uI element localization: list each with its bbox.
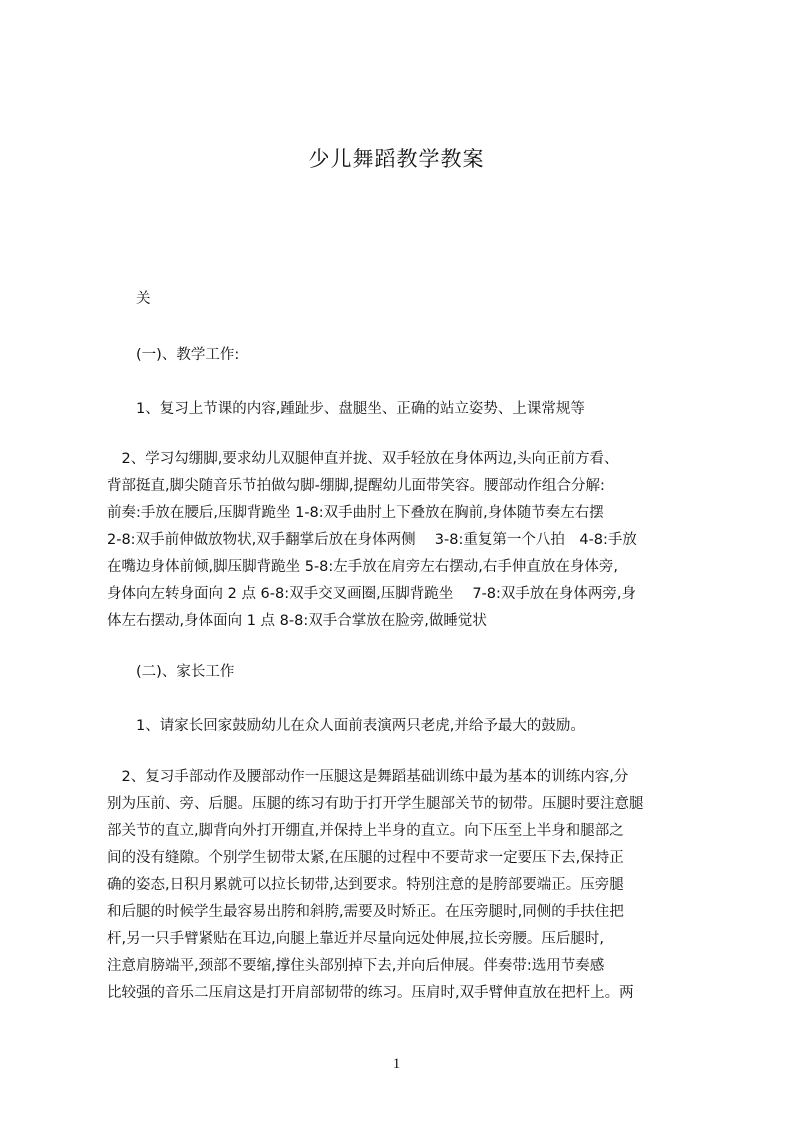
- paragraph-line: 比较强的音乐二压肩这是打开肩部韧带的练习。压肩时,双手臂伸直放在把杆上。两: [107, 985, 634, 1001]
- paragraph-line: 2-8:双手前伸做放物状,双手翻掌后放在身体两侧 3-8:重复第一个八拍 4-8:手放: [107, 532, 637, 548]
- paragraph-line: 注意肩膀端平,颈部不要缩,撑住头部别掉下去,并向后伸展。伴奏带:选用节奏感: [107, 958, 605, 974]
- paragraph-line: 和后腿的时候学生最容易出胯和斜胯,需要及时矫正。在压旁腿时,同侧的手扶住把: [107, 904, 624, 920]
- paragraph-line: 杆,另一只手臂紧贴在耳边,向腿上靠近并尽量向远处伸展,拉长旁腰。压后腿时,: [107, 931, 604, 947]
- paragraph-line: 确的姿态,日积月累就可以拉长韧带,达到要求。特别注意的是胯部要端正。压旁腿: [107, 877, 624, 893]
- document-title: 少儿舞蹈教学教案: [308, 147, 485, 171]
- section-2-item-2: [107, 764, 707, 1007]
- heading-guan: 关: [136, 291, 151, 307]
- paragraph-line: 2、学习勾绷脚,要求幼儿双腿伸直并拢、双手轻放在身体两边,头向正前方看、: [107, 451, 619, 467]
- section-2-item-1: 1、请家长回家鼓励幼儿在众人面前表演两只老虎,并给予最大的鼓励。: [136, 718, 585, 734]
- section-1-heading: (一)、教学工作:: [136, 347, 240, 363]
- section-1-item-1: 1、复习上节课的内容,踵趾步、盘腿坐、正确的站立姿势、上课常规等: [136, 401, 585, 417]
- page-number: 1: [392, 1056, 401, 1072]
- paragraph-line: 2、复习手部动作及腰部动作一压腿这是舞蹈基础训练中最为基本的训练内容,分: [107, 769, 629, 785]
- section-1-item-2: [107, 446, 707, 635]
- paragraph-line: 在嘴边身体前倾,脚压脚背跪坐 5-8:左手放在肩旁左右摆动,右手伸直放在身体旁,: [107, 559, 619, 575]
- paragraph-line: 背部挺直,脚尖随音乐节拍做勾脚-绷脚,提醒幼儿面带笑容。腰部动作组合分解:: [107, 478, 605, 494]
- paragraph-line: 体左右摆动,身体面向 1 点 8-8:双手合掌放在脸旁,做睡觉状: [107, 613, 487, 629]
- paragraph-line: 别为压前、旁、后腿。压腿的练习有助于打开学生腿部关节的韧带。压腿时要注意腿: [107, 796, 644, 812]
- section-2-heading: (二)、家长工作: [136, 664, 235, 680]
- paragraph-line: 部关节的直立,脚背向外打开绷直,并保持上半身的直立。向下压至上半身和腿部之: [107, 823, 624, 839]
- paragraph-line: 间的没有缝隙。个别学生韧带太紧,在压腿的过程中不要苛求一定要压下去,保持正: [107, 850, 624, 866]
- paragraph-line: 前奏:手放在腰后,压脚背跪坐 1-8:双手曲肘上下叠放在胸前,身体随节奏左右摆: [107, 505, 604, 521]
- paragraph-line: 身体向左转身面向 2 点 6-8:双手交叉画圈,压脚背跪坐 7-8:双手放在身体两旁,身: [107, 586, 637, 602]
